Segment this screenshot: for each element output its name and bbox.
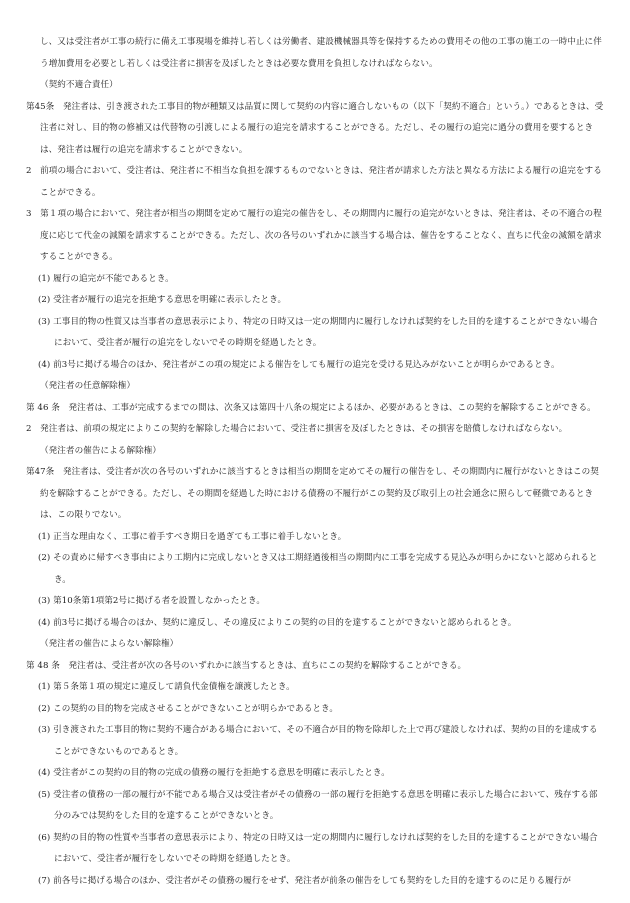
article-48-item-1: (1) 第５条第１項の規定に違反して請負代金債権を譲渡したとき。 — [38, 682, 295, 692]
article-47-item-1: (1) 正当な理由なく、工事に着手すべき期日を過ぎても工事に着手しないとき。 — [38, 531, 347, 542]
article-48-item-3: (3) 引き渡された工事目的物に契約不適合がある場合において、その不適合が目的物を除却した上で再び建設しなければ、契約の目的を達成することができないものであるとき。 — [38, 725, 598, 757]
article-47-item-3: (3) 第10条第1項第2号に掲げる者を設置しなかったとき。 — [38, 596, 265, 606]
article-47-paragraph-1: 第47条 発注者は、受注者が次の各号のいずれかに該当するときは相当の期間を定めてその履行の催告をし、その期間内に履行がないときはこの契約を解除することができる。ただし、その期間を経過した時における債務の不履行がこの契約及び取引上の社会通念に照らして軽微であるときは、この限りでない。 — [26, 467, 599, 520]
article-45-paragraph-3: 3 第１項の場合において、発注者が相当の期間を定めて履行の追完の催告をし、その期間内に履行の追完がないときは、発注者は、その不適合の程度に応じて代金の減額を請求することができる。ただし、次の各号のいずれかに該当する場合は、催告をすることなく、直ちに代金の減額を請求することができる。 — [26, 209, 602, 262]
article-48-item-5: (5) 受注者の債務の一部の履行が不能である場合又は受注者がその債務の一部の履行を拒絶する意思を明確に表示した場合において、残存する部分のみでは契約をした目的を達することができないとき。 — [38, 789, 598, 821]
article-48-item-7: (7) 前各号に掲げる場合のほか、受注者がその債務の履行をせず、発注者が前条の催告をしても契約をした目的を達するのに足りる履行が — [38, 875, 572, 886]
article-47-item-4: (4) 前3号に掲げる場合のほか、契約に違反し、その違反によりこの契約の目的を達することができないと認められるとき。 — [38, 617, 517, 628]
article-45-item-3: (3) 工事目的物の性質又は当事者の意思表示により、特定の日時又は一定の期間内に履行しなければ契約をした目的を達することができない場合において、受注者が履行の追完をしないでその時期を経過したとき。 — [38, 316, 598, 348]
article-48-paragraph-1: 第 48 条 発注者は、受注者が次の各号のいずれかに該当するときは、直ちにこの契約を解除することができる。 — [26, 660, 467, 671]
article-45-item-2: (2) 受注者が履行の追完を拒絶する意思を明確に表示したとき。 — [38, 295, 287, 305]
article-45-paragraph-2: 2 前項の場合において、受注者は、発注者に不相当な負担を課するものでないときは、発注者が請求した方法と異なる方法による履行の追完をすることができる。 — [26, 166, 602, 198]
article-45-item-4: (4) 前3号に掲げる場合のほか、発注者がこの項の規定による催告をしても履行の追完を受ける見込みがないことが明らかであるとき。 — [38, 359, 560, 370]
article-45-item-1: (1) 履行の追完が不能であるとき。 — [38, 273, 174, 284]
article-47-heading: （発注者の催告による解除権） — [40, 445, 162, 456]
article-48-item-6: (6) 契約の目的物の性質や当事者の意思表示により、特定の日時又は一定の期間内に履行しなければ契約をした目的を達することができない場合において、受注者が履行をしないでその時期を経過したとき。 — [38, 832, 598, 864]
article-45-paragraph-1: 第45条 発注者は、引き渡された工事目的物が種類又は品質に関して契約の内容に適合しないもの（以下「契約不適合」という。）であるときは、受注者に対し、目的物の修補又は代替物の引渡しによる履行の追完を請求することができる。ただし、その履行の追完に過分の費用を要するときは、発注者は履行の追完を請求することができない。 — [26, 101, 604, 155]
article-47-item-2: (2) その責めに帰すべき事由により工期内に完成しないとき又は工期経過後相当の期間内に工事を完成する見込みが明らかにないと認められるとき。 — [38, 553, 598, 585]
article-46-paragraph-2: 2 発注者は、前項の規定によりこの契約を解除した場合において、受注者に損害を及ぼしたときは、その損害を賠償しなければならない。 — [26, 424, 568, 434]
article-48-item-4: (4) 受注者がこの契約の目的物の完成の債務の履行を拒絶する意思を明確に表示したとき。 — [38, 768, 390, 778]
article-48-heading: （発注者の催告によらない解除権） — [40, 639, 179, 649]
article-46-paragraph-1: 第 46 条 発注者は、工事が完成するまでの間は、次条又は第四十八条の規定によるほか、必要があるときは、この契約を解除することができる。 — [26, 402, 596, 413]
article-46-heading: （発注者の任意解除権） — [40, 381, 136, 391]
continuation-paragraph: し、又は受注者が工事の続行に備え工事現場を維持し若しくは労働者、建設機械器具等を保持するための費用その他の工事の施工の一時中止に伴う増加費用を必要とし若しくは受注者に損害を及ぼしたときは必要な費用を負担しなければならない。 — [40, 37, 602, 69]
article-45-heading: （契約不適合責任） — [40, 80, 118, 90]
document-page — [26, 32, 606, 892]
article-48-item-2: (2) この契約の目的物を完成させることができないことが明らかであるとき。 — [38, 703, 339, 714]
